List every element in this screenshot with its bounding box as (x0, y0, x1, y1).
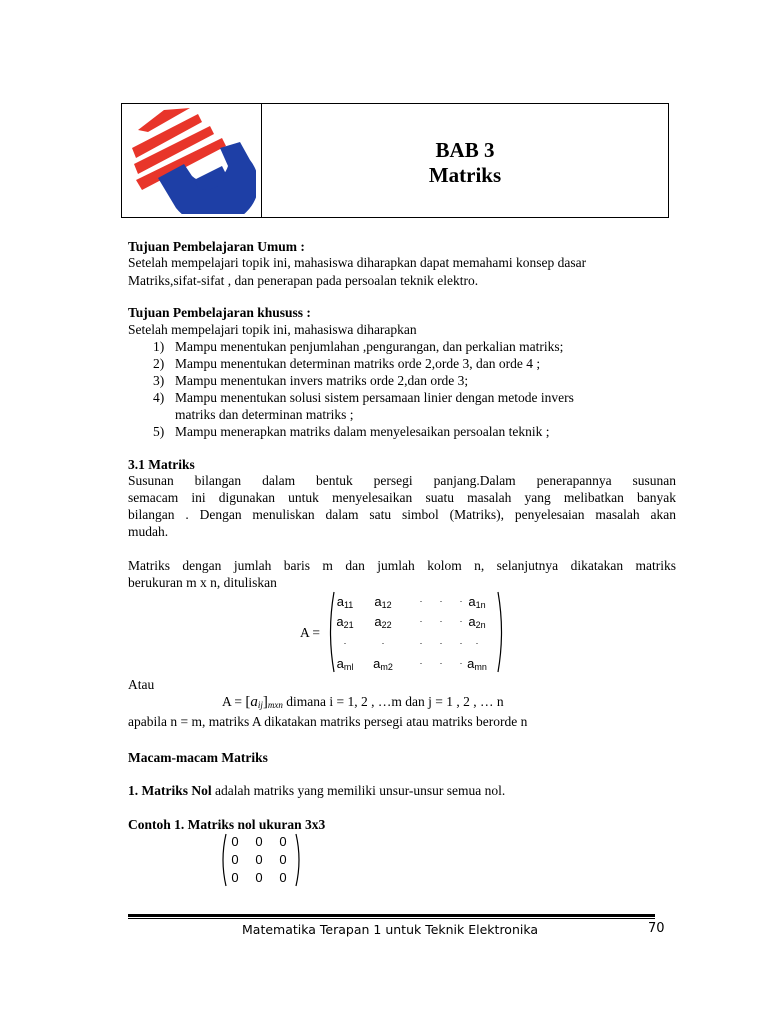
tpu-heading: Tujuan Pembelajaran Umum : (128, 239, 305, 254)
list-item-number: 4) (153, 390, 165, 405)
matrix-cell: $a_{mn}$ (467, 656, 487, 672)
paragraph-line: Matriks dengan jumlah baris m dan jumlah kolom n, selanjutnya dikatakan matriks (128, 558, 676, 573)
title-cell (262, 104, 668, 217)
matrix-cell: . (419, 656, 423, 666)
list-item-number: 3) (153, 373, 165, 388)
element-symbol: a (250, 694, 258, 710)
matrix-cell: . (459, 636, 463, 646)
matrix-cell: . (475, 636, 479, 646)
matrix-cell: . (343, 636, 347, 646)
matrix-cell: 0 (255, 852, 263, 867)
list-item-text: Mampu menerapkan matriks dalam menyelesaikan persoalan teknik ; (175, 424, 550, 439)
index-notation: $A = [a_{ij}]_{mxn}$ dimana i = 1, 2 , …m dan j = 1 , 2 , … n (222, 694, 504, 710)
atau-label: Atau (128, 677, 155, 692)
matrix-cell: . (439, 656, 443, 666)
matrix-cell: 0 (255, 870, 263, 885)
element-index: ij (257, 700, 263, 710)
page-number: 70 (648, 921, 665, 936)
list-item-number: 2) (153, 356, 165, 371)
paragraph-line: mudah. (128, 524, 169, 539)
matrix-cell: . (381, 636, 385, 646)
list-item-text: Mampu menentukan penjumlahan ,pengurangan, dan perkalian matriks; (175, 339, 564, 354)
zero-matrix (220, 832, 302, 888)
matrix-cell: $a_{1n}$ (468, 594, 486, 610)
matrix-a (326, 590, 506, 674)
paragraph-line: bilangan . Dengan menuliskan dalam satu simbol (Matriks), penyelesaian masalah akan (128, 507, 676, 522)
matrix-cell: 0 (231, 852, 239, 867)
zero-matrix-desc: adalah matriks yang memiliki unsur-unsur semua nol. (211, 783, 506, 798)
tpk-intro: Setelah mempelajari topik ini, mahasiswa diharapkan (128, 322, 417, 337)
matrix-cell: . (419, 594, 423, 604)
matrix-cell: $a_{12}$ (374, 594, 392, 610)
matrix-cell: . (439, 614, 443, 624)
footer-rule-thin (128, 918, 655, 919)
list-item-number: 1) (153, 339, 165, 354)
matrix-cell: 0 (255, 834, 263, 849)
matrix-cell: $a_{2n}$ (468, 614, 486, 630)
list-item-text: Mampu menentukan invers matriks orde 2,dan orde 3; (175, 373, 469, 388)
list-item-text: matriks dan determinan matriks ; (175, 407, 354, 422)
footer-text: Matematika Terapan 1 untuk Teknik Elektronika (242, 922, 539, 937)
example-heading: Contoh 1. Matriks nol ukuran 3x3 (128, 817, 326, 832)
logo-cell (122, 104, 262, 217)
size-index: mxn (267, 700, 283, 710)
chapter-title: Matriks (428, 163, 502, 187)
tpu-line1: Setelah mempelajari topik ini, mahasiswa diharapkan dapat memahami konsep dasar (128, 255, 587, 270)
matrix-cell: . (459, 594, 463, 604)
zero-matrix-term: 1. Matriks Nol (128, 783, 212, 798)
matrix-cell: $a_{21}$ (336, 614, 354, 630)
institution-logo (128, 108, 256, 214)
tpu-line2: Matriks,sifat-sifat , dan penerapan pada persoalan teknik elektro. (128, 273, 479, 288)
square-matrix-note: apabila n = m, matriks A dikatakan matriks persegi atau matriks berorde n (128, 714, 528, 729)
section-heading: 3.1 Matriks (128, 457, 195, 472)
list-item-number: 5) (153, 424, 165, 439)
matrix-cell: $a_{m2}$ (373, 656, 393, 672)
paragraph-line: semacam ini digunakan untuk menyelesaikan suatu masalah yang melibatkan banyak (128, 490, 676, 505)
matrix-cell: $a_{ml}$ (336, 656, 354, 672)
chapter-number: BAB 3 (435, 138, 495, 162)
matrix-cell: . (439, 636, 443, 646)
matrix-cell: $a_{11}$ (336, 594, 354, 610)
footer-rule (128, 914, 655, 917)
paragraph-line: berukuran m x n, dituliskan (128, 575, 277, 590)
matrix-cell: . (439, 594, 443, 604)
list-item-text: Mampu menentukan determinan matriks orde 2,orde 3, dan orde 4 ; (175, 356, 541, 371)
matrix-cell: . (419, 614, 423, 624)
paragraph-line: Susunan bilangan dalam bentuk persegi panjang.Dalam penerapannya susunan (128, 473, 676, 488)
eq-prefix: A = (222, 694, 246, 709)
eq-suffix: dimana i = 1, 2 , …m dan j = 1 , 2 , … n (282, 694, 504, 709)
tpk-heading: Tujuan Pembelajaran khususs : (128, 305, 311, 320)
matrix-cell: 0 (231, 834, 239, 849)
chapter-header (121, 103, 669, 218)
matrix-cell: $a_{22}$ (374, 614, 392, 630)
matrix-cell: . (459, 614, 463, 624)
zero-matrix-definition (128, 782, 505, 799)
matrix-cell: . (419, 636, 423, 646)
list-item-text: Mampu menentukan solusi sistem persamaan linier dengan metode invers (175, 390, 574, 405)
matrix-cell: 0 (279, 852, 287, 867)
matrix-cell: 0 (279, 870, 287, 885)
matrix-cell: . (459, 656, 463, 666)
matrix-cell: 0 (231, 870, 239, 885)
matrix-a-label: A = (300, 625, 320, 640)
matrix-cell: 0 (279, 834, 287, 849)
types-heading: Macam-macam Matriks (128, 750, 268, 765)
